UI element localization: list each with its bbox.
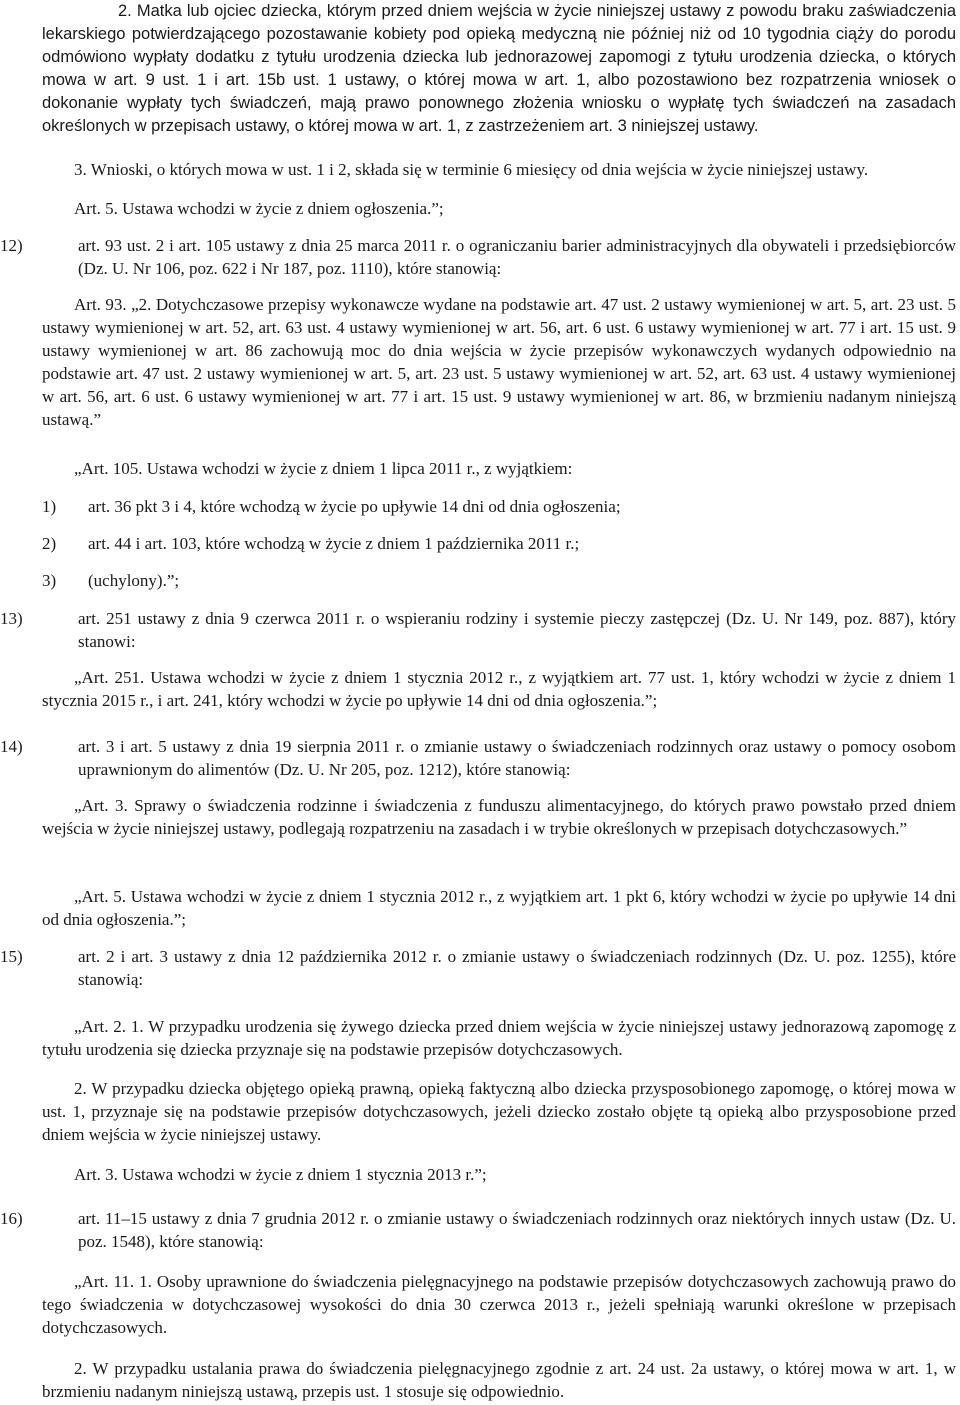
item-14-text: art. 3 i art. 5 ustawy z dnia 19 sierpnia 2011 r. o zmianie ustawy o świadczeniach rodzinnych oraz ustawy o pomocy osobom uprawnionym do alimentów (Dz. U. Nr 205, poz. 1212), które stanowią: [78, 737, 956, 779]
item-12-art-105: „Art. 105. Ustawa wchodzi w życie z dniem 1 lipca 2011 r., z wyjątkiem: [74, 459, 573, 478]
item-15-art-3: Art. 3. Ustawa wchodzi w życie z dniem 1 stycznia 2013 r.”; [74, 1165, 487, 1184]
list-item-3: (uchylony).”; [88, 571, 180, 590]
list-item-1: art. 36 pkt 3 i 4, które wchodzą w życie po upływie 14 dni od dnia ogłoszenia; [88, 497, 621, 516]
item-15-text: art. 2 i art. 3 ustawy z dnia 12 października 2012 r. o zmianie ustawy o świadczeniach rodzinnych (Dz. U. poz. 1255), które stanowią: [78, 947, 956, 989]
item-16-art-11-ust-2: 2. W przypadku ustalania prawa do świadczenia pielęgnacyjnego zgodnie z art. 24 ust. 2a ustawy, o której mowa w art. 1, w brzmieniu nadanym niniejszą ustawą, przepis ust. 1 stosuje się odpowiednio. [42, 1359, 956, 1401]
item-15-art-2-ust-2: 2. W przypadku dziecka objętego opieką prawną, opieką faktyczną albo dziecka przysposobionego zapomogę, o której mowa w ust. 1, przyznaje się na podstawie przepisów dotychczasowych, jeżeli dziecko zostało objęte tą opieką albo przysposobione przed dniem wejścia w życie niniejszej ustawy. [42, 1079, 956, 1144]
item-14-art-3: „Art. 3. Sprawy o świadczenia rodzinne i świadczenia z funduszu alimentacyjnego, do których prawo powstało przed dniem wejścia w życie niniejszej ustawy, podlegają rozpatrzeniu na zasadach i w trybie określonych w przepisach dotychczasowych.” [42, 796, 956, 838]
list-item-2: art. 44 i art. 103, które wchodzą w życie z dniem 1 października 2011 r.; [88, 534, 580, 553]
list-number-3: 3) [42, 571, 57, 590]
list-number-2: 2) [42, 534, 57, 553]
item-13-art-251: „Art. 251. Ustawa wchodzi w życie z dniem 1 stycznia 2012 r., z wyjątkiem art. 77 ust. 1, który wchodzi w życie z dniem 1 stycznia 2015 r., i art. 241, który wchodzi w życie po upływie 14 dni od dnia ogłoszenia.”; [42, 668, 956, 710]
item-number-12: 12) [0, 236, 23, 255]
item-16-text: art. 11–15 ustawy z dnia 7 grudnia 2012 r. o zmianie ustawy o świadczeniach rodzinnych oraz niektórych innych ustaw (Dz. U. poz. 1548), które stanowią: [78, 1209, 956, 1251]
paragraph-ust-3: 3. Wnioski, o których mowa w ust. 1 i 2, składa się w terminie 6 miesięcy od dnia wejścia w życie niniejszej ustawy. [74, 160, 869, 179]
item-number-16: 16) [0, 1209, 23, 1228]
paragraph-art-5: Art. 5. Ustawa wchodzi w życie z dniem ogłoszenia.”; [74, 199, 444, 218]
item-14-art-5: „Art. 5. Ustawa wchodzi w życie z dniem 1 stycznia 2012 r., z wyjątkiem art. 1 pkt 6, który wchodzi w życie po upływie 14 dni od dnia ogłoszenia.”; [42, 887, 956, 929]
item-15-art-2-ust-1: „Art. 2. 1. W przypadku urodzenia się żywego dziecka przed dniem wejścia w życie niniejszej ustawy jednorazową zapomogę z tytułu urodzenia się dziecka przyznaje się na podstawie przepisów dotychczasowych. [42, 1017, 956, 1059]
item-number-14: 14) [0, 737, 23, 756]
item-12-art-93: Art. 93. „2. Dotychczasowe przepisy wykonawcze wydane na podstawie art. 47 ust. 2 ustawy wymienionej w art. 5, art. 23 ust. 5 ustawy wymienionej w art. 52, art. 63 ust. 4 ustawy wymienionej w art. 56, art. 6 ust. 6 ustawy wymienionej w art. 77 i art. 15 ust. 9 ustawy wymienionej w art. 86 zachowują moc do dnia wejścia w życie przepisów wykonawczych wydanych odpowiednio na podstawie art. 47 ust. 2 ustawy wymienionej w art. 5, art. 23 ust. 5 ustawy wymienionej w art. 52, art. 63 ust. 4 ustawy wymienionej w art. 56, art. 6 ust. 6 ustawy wymienionej w art. 77 i art. 15 ust. 9 ustawy wymienionej w art. 86, w brzmieniu nadanym niniejszą ustawą.” [42, 295, 956, 429]
list-number-1: 1) [42, 497, 57, 516]
item-number-13: 13) [0, 609, 23, 628]
item-12-text: art. 93 ust. 2 i art. 105 ustawy z dnia 25 marca 2011 r. o ograniczaniu barier administracyjnych dla obywateli i przedsiębiorców (Dz. U. Nr 106, poz. 622 i Nr 187, poz. 1110), które stanowią: [78, 236, 956, 278]
paragraph-ust-2: 2. Matka lub ojciec dziecka, którym przed dniem wejścia w życie niniejszej ustawy z powodu braku zaświadczenia lekarskiego potwierdzającego pozostawanie kobiety pod opieką medyczną nie później niż od 10 tygodnia ciąży do porodu odmówiono wypłaty dodatku z tytułu urodzenia dziecka lub jednorazowej zapomogi z tytułu urodzenia dziecka, o których mowa w art. 9 ust. 1 i art. 15b ust. 1 ustawy, o której mowa w art. 1, albo pozostawiono bez rozpatrzenia wniosek o dokonanie wypłaty tych świadczeń, mają prawo ponownego złożenia wniosku o wypłatę tych świadczeń na zasadach określonych w przepisach ustawy, o której mowa w art. 1, z zastrzeżeniem art. 3 niniejszej ustawy. [42, 2, 956, 135]
item-16-art-11-ust-1: „Art. 11. 1. Osoby uprawnione do świadczenia pielęgnacyjnego na podstawie przepisów dotychczasowych zachowują prawo do tego świadczenia w dotychczasowej wysokości do dnia 30 czerwca 2013 r., jeżeli spełniają warunki określone w przepisach dotychczasowych. [42, 1272, 956, 1337]
item-number-15: 15) [0, 947, 23, 966]
item-13-text: art. 251 ustawy z dnia 9 czerwca 2011 r. o wspieraniu rodziny i systemie pieczy zastępczej (Dz. U. Nr 149, poz. 887), który stanowi: [78, 609, 956, 651]
